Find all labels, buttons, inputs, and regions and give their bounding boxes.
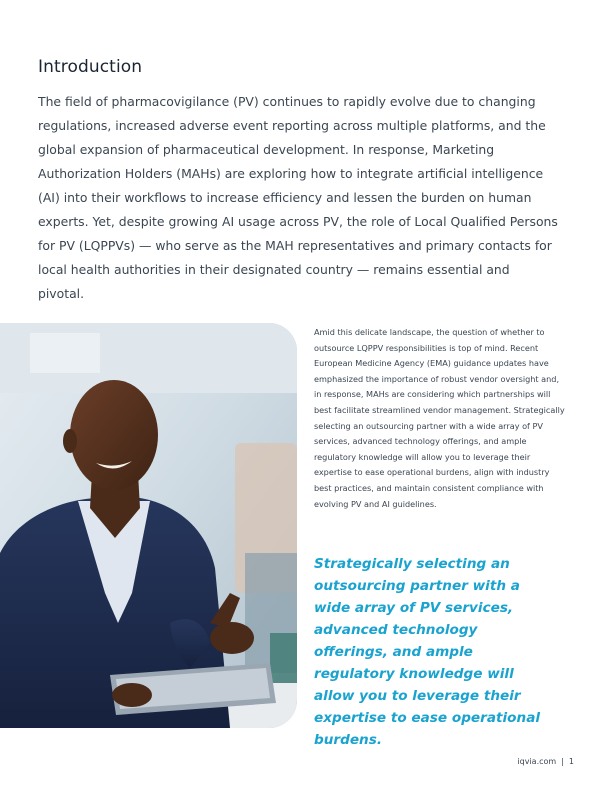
page-number: 1 [568, 757, 574, 766]
footer-site-link[interactable]: iqvia.com [517, 757, 557, 766]
section-heading: Introduction [38, 57, 143, 77]
pull-quote: Strategically selecting an outsourcing partner with a wide array of PV services, advanced technology offerings, and ample regulatory knowledge will allow you to leverage their expertise to ease operational burdens. [314, 556, 541, 748]
body-paragraph: Amid this delicate landscape, the question of whether to outsource LQPPV responsibilities is top of mind. Recent European Medicine Agency (EMA) guidance updates have emphasized the importance of robust vendor oversight and, in response, MAHs are considering which partnerships will best facilitate streamlined vendor management. Strategically selecting an outsourcing partner with a wide array of PV services, advanced technology offerings, and ample regulatory knowledge will allow you to leverage their expertise to ease operational burdens, align with industry best practices, and maintain consistent compliance with evolving PV and AI guidelines. [314, 327, 565, 509]
page-footer [517, 757, 574, 766]
businessman-photo [0, 323, 297, 728]
footer-separator: | [561, 757, 564, 766]
intro-paragraph: The field of pharmacovigilance (PV) continues to rapidly evolve due to changing regulations, increased adverse event reporting across multiple platforms, and the global expansion of pharmaceutical development. In response, Marketing Authorization Holders (MAHs) are exploring how to integrate artificial intelligence (AI) into their workflows to increase efficiency and lessen the burden on human experts. Yet, despite growing AI usage across PV, the role of Local Qualified Persons for PV (LQPPVs) — who serve as the MAH representatives and primary contacts for local health authorities in their designated country — remains essential and pivotal. [38, 94, 558, 301]
